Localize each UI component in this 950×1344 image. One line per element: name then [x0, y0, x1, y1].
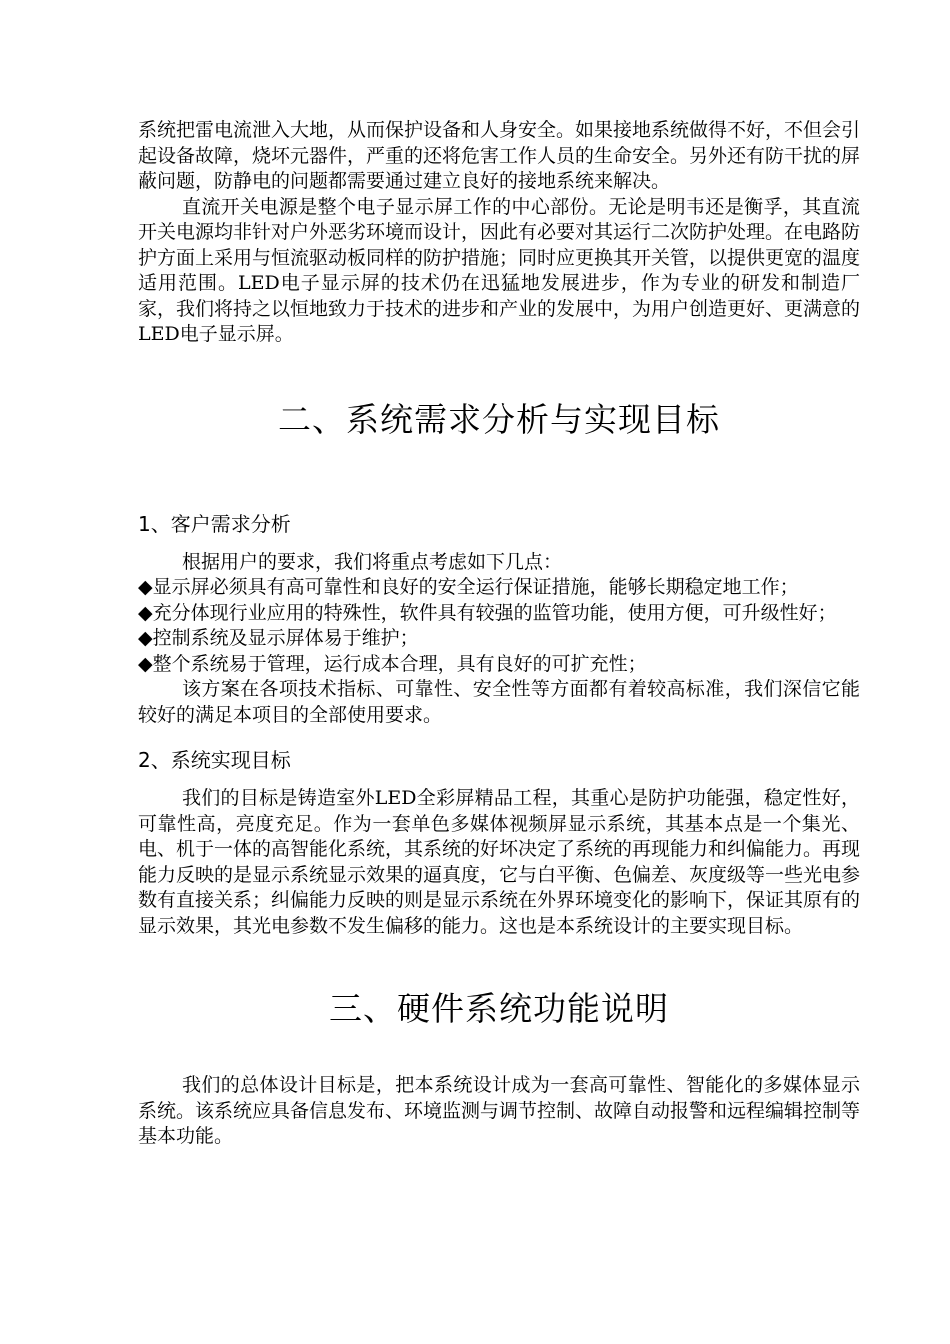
diamond-bullet-icon: ◆ [138, 627, 153, 649]
diamond-bullet-icon: ◆ [138, 576, 153, 598]
subsection-1-heading: 1、客户需求分析 [138, 511, 291, 536]
document-page [138, 118, 860, 1150]
hardware-paragraph: 我们的总体设计目标是，把本系统设计成为一套高可靠性、智能化的多媒体显示系统。该系统应具备信息发布、环境监测与调节控制、故障自动报警和远程编辑控制等基本功能。 [138, 1074, 861, 1147]
intro-paragraph-1: 系统把雷电流泄入大地，从而保护设备和人身安全。如果接地系统做得不好，不但会引起设备故障，烧坏元器件，严重的还将危害工作人员的生命安全。另外还有防干扰的屏蔽问题，防静电的问题都需要通过建立良好的接地系统来解决。 [138, 119, 861, 192]
list-item: ◆充分体现行业应用的特殊性，软件具有较强的监管功能，使用方便，可升级性好； [138, 601, 837, 624]
requirements-list [138, 575, 860, 677]
diamond-bullet-icon: ◆ [138, 652, 153, 675]
requirements-lead: 根据用户的要求，我们将重点考虑如下几点： [182, 550, 563, 573]
section-3-heading: 三、硬件系统功能说明 [329, 989, 669, 1028]
intro-paragraph-2: 直流开关电源是整个电子显示屏工作的中心部份。无论是明韦还是衡孚，其直流开关电源均非针对户外恶劣环境而设计，因此有必要对其运行二次防护处理。在电路防护方面上采用与恒流驱动板同样的防护措施；同时应更换其开关管，以提供更宽的温度适用范围。LED电子显示屏的技术仍在迅猛地发展进步，作为专业的研发和制造厂家，我们将持之以恒地致力于技术的进步和产业的发展中，为用户创造更好、更满意的LED电子显示屏。 [138, 195, 861, 345]
list-item: ◆控制系统及显示屏体易于维护； [138, 627, 419, 649]
list-item: ◆整个系统易于管理，运行成本合理，具有良好的可扩充性； [138, 652, 647, 675]
section-2-heading: 二、系统需求分析与实现目标 [278, 399, 720, 439]
list-item: ◆显示屏必须具有高可靠性和良好的安全运行保证措施，能够长期稳定地工作； [138, 576, 799, 598]
requirements-closing: 该方案在各项技术指标、可靠性、安全性等方面都有着较高标准，我们深信它能较好的满足本项目的全部使用要求。 [138, 678, 860, 726]
goals-paragraph: 我们的目标是铸造室外LED全彩屏精品工程，其重心是防护功能强，稳定性好，可靠性高，亮度充足。作为一套单色多媒体视频屏显示系统，其基本点是一个集光、电、机于一体的高智能化系统，其系统的好坏决定了系统的再现能力和纠偏能力。再现能力反映的是显示系统显示效果的逼真度，它与白平衡、色偏差、灰度级等一些光电参数有直接关系；纠偏能力反映的则是显示系统在外界环境变化的影响下，保证其原有的显示效果，其光电参数不发生偏移的能力。这也是本系统设计的主要实现目标。 [138, 787, 861, 937]
diamond-bullet-icon: ◆ [138, 601, 153, 624]
subsection-2-heading: 2、系统实现目标 [138, 748, 291, 772]
